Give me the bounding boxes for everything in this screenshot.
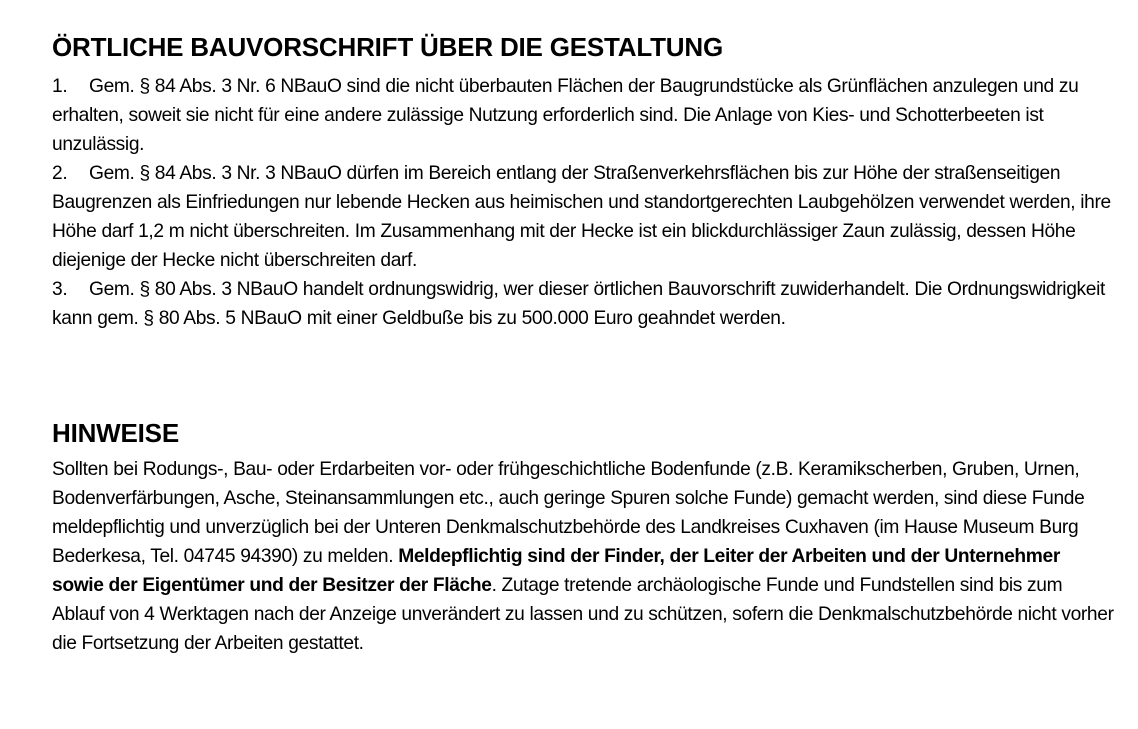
hinweise-paragraph [52, 455, 1116, 658]
list-item [52, 275, 1116, 333]
list-item-number: 3. [52, 279, 68, 300]
list-item [52, 72, 1116, 159]
list-item-number: 1. [52, 76, 68, 97]
list-item-text: Gem. § 84 Abs. 3 Nr. 6 NBauO sind die nicht überbauten Flächen der Baugrundstücke als Grünflächen anzulegen und zu erhalten, soweit sie nicht für eine andere zulässige Nutzung erforderlich sind. Die Anlage von Kies- und Schotterbeeten ist unzulässig. [52, 76, 1079, 155]
heading-oertliche-bauvorschrift: ÖRTLICHE BAUVORSCHRIFT ÜBER DIE GESTALTUNG [52, 32, 723, 62]
hinweise-text-outro: . Zutage tretende archäologische Funde und Fundstellen sind bis zum Ablauf von 4 Werktagen nach der Anzeige unverändert zu lassen und zu schützen, sofern die Denkmalschutzbehörde nicht vorher die Fortsetzung der Arbeiten gestattet. [52, 575, 1114, 654]
bauvorschrift-list [52, 72, 1116, 333]
heading-hinweise: HINWEISE [52, 418, 179, 448]
list-item [52, 159, 1116, 275]
list-item-text: Gem. § 80 Abs. 3 NBauO handelt ordnungswidrig, wer dieser örtlichen Bauvorschrift zuwiderhandelt. Die Ordnungswidrigkeit kann gem. § 80 Abs. 5 NBauO mit einer Geldbuße bis zu 500.000 Euro geahndet werden. [52, 279, 1105, 329]
hinweise-text-intro: Sollten bei Rodungs-, Bau- oder Erdarbeiten vor- oder frühgeschichtliche Bodenfunde (z.B. Keramikscherben, Gruben, Urnen, Bodenverfärbungen, Asche, Steinansammlungen etc., auch geringe Spuren solche Funde) gemacht werden, sind diese Funde meldepflichtig und unverzüglich bei der Unteren Denkmalschutzbehörde des Landkreises Cuxhaven (im Hause Museum Burg Bederkesa, Tel. 04745 94390) zu melden. [52, 459, 1085, 567]
list-item-number: 2. [52, 163, 68, 184]
hinweise-text-bold: Meldepflichtig sind der Finder, der Leiter der Arbeiten und der Unternehmer sowie der Eigentümer und der Besitzer der Fläche [52, 546, 1060, 596]
list-item-text: Gem. § 84 Abs. 3 Nr. 3 NBauO dürfen im Bereich entlang der Straßenverkehrsflächen bis zur Höhe der straßenseitigen Baugrenzen als Einfriedungen nur lebende Hecken aus heimischen und standortgerechten Laubgehölzen verwendet werden, ihre Höhe darf 1,2 m nicht überschreiten. Im Zusammenhang mit der Hecke ist ein blickdurchlässiger Zaun zulässig, dessen Höhe diejenige der Hecke nicht überschreiten darf. [52, 163, 1111, 271]
